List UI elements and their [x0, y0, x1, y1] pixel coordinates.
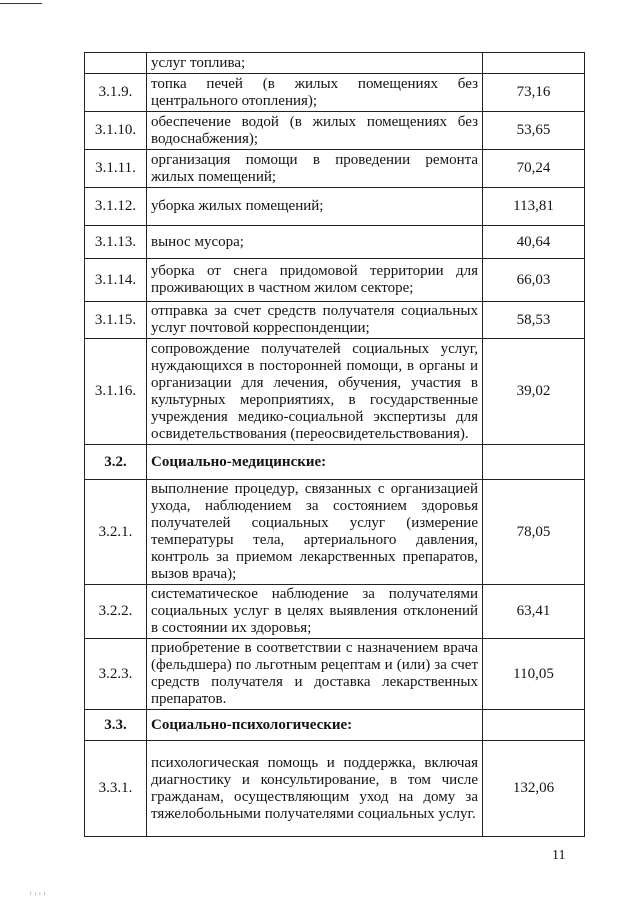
- row-number: 3.1.10.: [85, 112, 147, 150]
- row-number: 3.2.2.: [85, 585, 147, 639]
- row-number: 3.1.9.: [85, 74, 147, 112]
- row-number: [85, 53, 147, 74]
- service-price: 39,02: [483, 339, 585, 445]
- section-title: Социально-психологические:: [147, 710, 483, 741]
- service-description: организация помощи в проведении ремонта жилых помещений;: [147, 150, 483, 188]
- row-number: 3.1.12.: [85, 188, 147, 226]
- service-description: обеспечение водой (в жилых помещениях без водоснабжения);: [147, 112, 483, 150]
- service-price: 78,05: [483, 480, 585, 585]
- service-description: приобретение в соответствии с назначением врача (фельдшера) по льготным рецептам и (или) за счет средств получателя и доставка лекарственных препаратов.: [147, 639, 483, 710]
- service-row: [85, 741, 585, 837]
- service-description: услуг топлива;: [147, 53, 483, 74]
- service-price: 70,24: [483, 150, 585, 188]
- service-description: вынос мусора;: [147, 226, 483, 259]
- service-row: [85, 150, 585, 188]
- section-row: [85, 710, 585, 741]
- service-row: [85, 226, 585, 259]
- section-title: Социально-медицинские:: [147, 445, 483, 480]
- service-price: [483, 445, 585, 480]
- service-price: 58,53: [483, 302, 585, 339]
- service-row: [85, 112, 585, 150]
- service-price: 63,41: [483, 585, 585, 639]
- row-number: 3.1.13.: [85, 226, 147, 259]
- service-description: психологическая помощь и поддержка, включая диагностику и консультирование, в том числе гражданам, осуществляющим уход на дому за тяжелобольными получателями социальных услуг.: [147, 741, 483, 837]
- service-row: [85, 74, 585, 112]
- services-tariff-table: [84, 52, 585, 837]
- service-row: [85, 480, 585, 585]
- service-description: сопровождение получателей социальных услуг, нуждающихся в посторонней помощи, в органы и организации для лечения, обучения, участия в культурных мероприятиях, в государственные учреждения медико-социальной экспертизы для освидетельствования (переосвидетельствования).: [147, 339, 483, 445]
- service-row: [85, 585, 585, 639]
- row-number: 3.3.: [85, 710, 147, 741]
- service-row: [85, 53, 585, 74]
- row-number: 3.1.15.: [85, 302, 147, 339]
- row-number: 3.2.1.: [85, 480, 147, 585]
- row-number: 3.1.14.: [85, 259, 147, 302]
- service-description: выполнение процедур, связанных с организацией ухода, наблюдением за состоянием здоровья получателей социальных услуг (измерение температуры тела, артериального давления, контроль за приемом лекарственных препаратов, вызов врача);: [147, 480, 483, 585]
- service-description: систематическое наблюдение за получателями социальных услуг в целях выявления отклонений в состоянии их здоровья;: [147, 585, 483, 639]
- service-price: 113,81: [483, 188, 585, 226]
- footer-mark: l ı ı l: [30, 892, 47, 897]
- service-row: [85, 188, 585, 226]
- row-number: 3.1.16.: [85, 339, 147, 445]
- row-number: 3.2.: [85, 445, 147, 480]
- service-price: 132,06: [483, 741, 585, 837]
- service-row: [85, 639, 585, 710]
- service-description: топка печей (в жилых помещениях без центрального отопления);: [147, 74, 483, 112]
- service-price: 73,16: [483, 74, 585, 112]
- row-number: 3.3.1.: [85, 741, 147, 837]
- service-description: уборка от снега придомовой территории для проживающих в частном жилом секторе;: [147, 259, 483, 302]
- corner-rule: [0, 3, 42, 4]
- service-price: [483, 710, 585, 741]
- service-description: отправка за счет средств получателя социальных услуг почтовой корреспонденции;: [147, 302, 483, 339]
- service-row: [85, 302, 585, 339]
- service-price: [483, 53, 585, 74]
- service-price: 53,65: [483, 112, 585, 150]
- row-number: 3.1.11.: [85, 150, 147, 188]
- service-price: 66,03: [483, 259, 585, 302]
- service-row: [85, 339, 585, 445]
- page-number: 11: [552, 848, 566, 863]
- row-number: 3.2.3.: [85, 639, 147, 710]
- service-price: 40,64: [483, 226, 585, 259]
- service-price: 110,05: [483, 639, 585, 710]
- service-row: [85, 259, 585, 302]
- service-description: уборка жилых помещений;: [147, 188, 483, 226]
- section-row: [85, 445, 585, 480]
